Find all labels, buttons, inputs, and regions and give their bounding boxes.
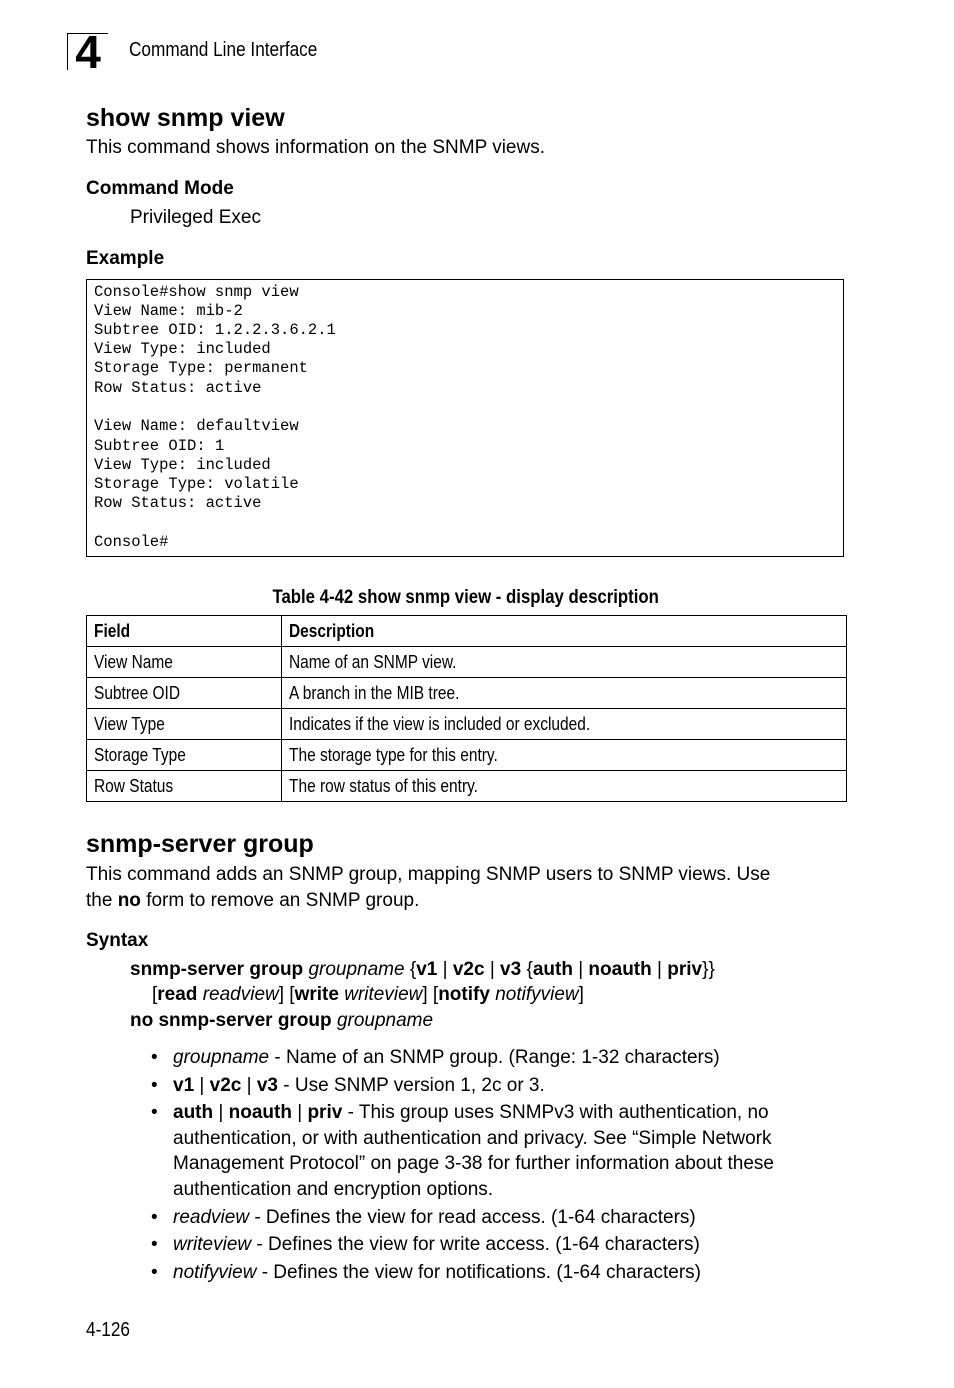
- code-line: Storage Type: permanent: [94, 359, 308, 377]
- syntax-keyword: snmp-server group: [130, 959, 304, 980]
- field-description: The row status of this entry.: [289, 775, 478, 796]
- chapter-number: 4: [75, 26, 101, 78]
- syntax-punct: }}: [702, 959, 715, 980]
- example-code-block: [86, 279, 844, 557]
- list-item: • v1 | v2c | v3 - Use SNMP version 1, 2c or 3.: [151, 1074, 545, 1096]
- syntax-arg: readview: [202, 984, 279, 1005]
- param-name: notifyview: [173, 1261, 257, 1283]
- table-caption-text: Table 4-42 show snmp view - display description: [272, 586, 660, 608]
- page-number: 4-126: [86, 1319, 130, 1341]
- table-cell: [87, 740, 282, 771]
- syntax-punct: {: [409, 959, 417, 980]
- syntax-keyword: priv: [667, 959, 703, 980]
- header-field: Field: [94, 620, 131, 641]
- table-row: [87, 709, 847, 740]
- section-description: This command shows information on the SNMP views.: [86, 137, 545, 158]
- list-item: • groupname - Name of an SNMP group. (Range: 1-32 characters): [151, 1047, 720, 1068]
- table-cell: [87, 647, 282, 678]
- syntax-keyword: v3: [500, 959, 522, 980]
- code-line: Row Status: active: [94, 379, 262, 397]
- table-cell: [282, 709, 847, 740]
- field-name: Row Status: [94, 775, 174, 796]
- code-line: View Type: included: [94, 340, 271, 358]
- param-name: v3: [256, 1074, 278, 1096]
- field-name: View Type: [94, 713, 165, 734]
- table-cell: [87, 771, 282, 802]
- param-desc: authentication, or with authentication and privacy. See “Simple Network: [173, 1127, 772, 1149]
- table-header-cell: [282, 616, 847, 647]
- code-line: Subtree OID: 1.2.2.3.6.2.1: [94, 321, 336, 339]
- field-name: View Name: [94, 651, 173, 672]
- field-description: The storage type for this entry.: [289, 744, 498, 765]
- table-row: [87, 647, 847, 678]
- syntax-keyword: no snmp-server group: [130, 1010, 332, 1031]
- code-line: Console#show snmp view: [94, 283, 299, 301]
- intro-line-2: [86, 888, 770, 914]
- table-cell: [282, 678, 847, 709]
- code-line: Subtree OID: 1: [94, 437, 225, 455]
- param-name: v1: [173, 1074, 195, 1096]
- param-name: readview: [173, 1206, 250, 1228]
- param-desc: - Name of an SNMP group. (Range: 1-32 characters): [269, 1047, 720, 1068]
- parameter-list: [130, 1045, 846, 1288]
- syntax-arg: notifyview: [495, 984, 579, 1005]
- param-desc: - Defines the view for read access. (1-64 characters): [249, 1206, 696, 1228]
- code-line: View Name: defaultview: [94, 417, 299, 435]
- code-line: Storage Type: volatile: [94, 475, 299, 493]
- param-desc: - Defines the view for notifications. (1-64 characters): [256, 1261, 701, 1283]
- intro-text: the: [86, 889, 118, 911]
- code-line: View Name: mib-2: [94, 302, 243, 320]
- table-row: [87, 740, 847, 771]
- table-cell: [282, 740, 847, 771]
- syntax-line-2: [read readview] [write writeview] [notify notifyview]: [152, 984, 584, 1005]
- param-name: priv: [307, 1102, 343, 1124]
- table-cell: [282, 771, 847, 802]
- table-cell: [87, 678, 282, 709]
- syntax-keyword: write: [294, 984, 339, 1005]
- syntax-line-1: snmp-server group groupname {v1 | v2c | v3 {auth | noauth | priv}}: [130, 959, 715, 980]
- intro-line-1: This command adds an SNMP group, mapping SNMP users to SNMP views. Use: [86, 864, 771, 885]
- example-heading: Example: [86, 248, 165, 269]
- code-line: Console#: [94, 533, 169, 551]
- field-description: A branch in the MIB tree.: [289, 682, 460, 703]
- param-name: noauth: [228, 1102, 292, 1124]
- table-row: [87, 678, 847, 709]
- section-title-snmp-server-group: snmp-server group: [86, 830, 314, 858]
- param-desc: authentication and encryption options.: [173, 1178, 494, 1200]
- syntax-arg: groupname: [336, 1010, 434, 1031]
- table-caption: [86, 585, 846, 609]
- code-line: View Type: included: [94, 456, 271, 474]
- field-description: Indicates if the view is included or excluded.: [289, 713, 591, 734]
- table-header-cell: [87, 616, 282, 647]
- section-intro: [86, 862, 770, 913]
- code-line: Row Status: active: [94, 494, 262, 512]
- keyword-no: no: [117, 889, 141, 911]
- param-name: v2c: [209, 1074, 242, 1096]
- param-desc: Management Protocol” on page 3-38 for further information about these: [173, 1153, 774, 1175]
- command-mode-heading: Command Mode: [86, 178, 234, 199]
- display-description-table: [86, 615, 847, 802]
- list-item: • writeview - Defines the view for write access. (1-64 characters): [151, 1234, 700, 1256]
- header-description: Description: [289, 620, 375, 641]
- syntax-keyword: notify: [438, 984, 490, 1005]
- syntax-keyword: v1: [416, 959, 438, 980]
- syntax-heading: Syntax: [86, 930, 149, 951]
- param-name: writeview: [173, 1234, 252, 1256]
- table-row: [87, 771, 847, 802]
- table-cell: [282, 647, 847, 678]
- list-item: • notifyview - Defines the view for notifications. (1-64 characters): [151, 1261, 701, 1283]
- running-header-title: Command Line Interface: [129, 39, 318, 61]
- table-header-row: [87, 616, 847, 647]
- syntax-keyword: auth: [532, 959, 573, 980]
- table-cell: [87, 709, 282, 740]
- field-name: Storage Type: [94, 744, 186, 765]
- param-desc: - This group uses SNMPv3 with authentication, no: [342, 1102, 769, 1124]
- param-name: auth: [173, 1102, 214, 1124]
- syntax-keyword: v2c: [452, 959, 485, 980]
- command-mode-value: Privileged Exec: [130, 207, 261, 228]
- field-description: Name of an SNMP view.: [289, 651, 457, 672]
- field-name: Subtree OID: [94, 682, 181, 703]
- param-name: groupname: [173, 1047, 270, 1068]
- syntax-line-3: [130, 1008, 433, 1034]
- list-item: • auth | noauth | priv - This group uses SNMPv3 with authentication, no authentication, or with authentication and privacy. See “Simple Network Management Protocol” on page 3-38 for further information about these authentication and encryption options.: [151, 1102, 774, 1200]
- param-desc: - Defines the view for write access. (1-64 characters): [251, 1234, 700, 1256]
- syntax-arg: groupname: [308, 959, 405, 980]
- section-title-show-snmp-view: show snmp view: [86, 104, 285, 132]
- syntax-keyword: noauth: [588, 959, 652, 980]
- intro-text: form to remove an SNMP group.: [140, 889, 420, 911]
- syntax-keyword: read: [157, 984, 198, 1005]
- syntax-arg: writeview: [344, 984, 423, 1005]
- param-desc: - Use SNMP version 1, 2c or 3.: [277, 1074, 545, 1096]
- list-item: • readview - Defines the view for read access. (1-64 characters): [151, 1206, 696, 1228]
